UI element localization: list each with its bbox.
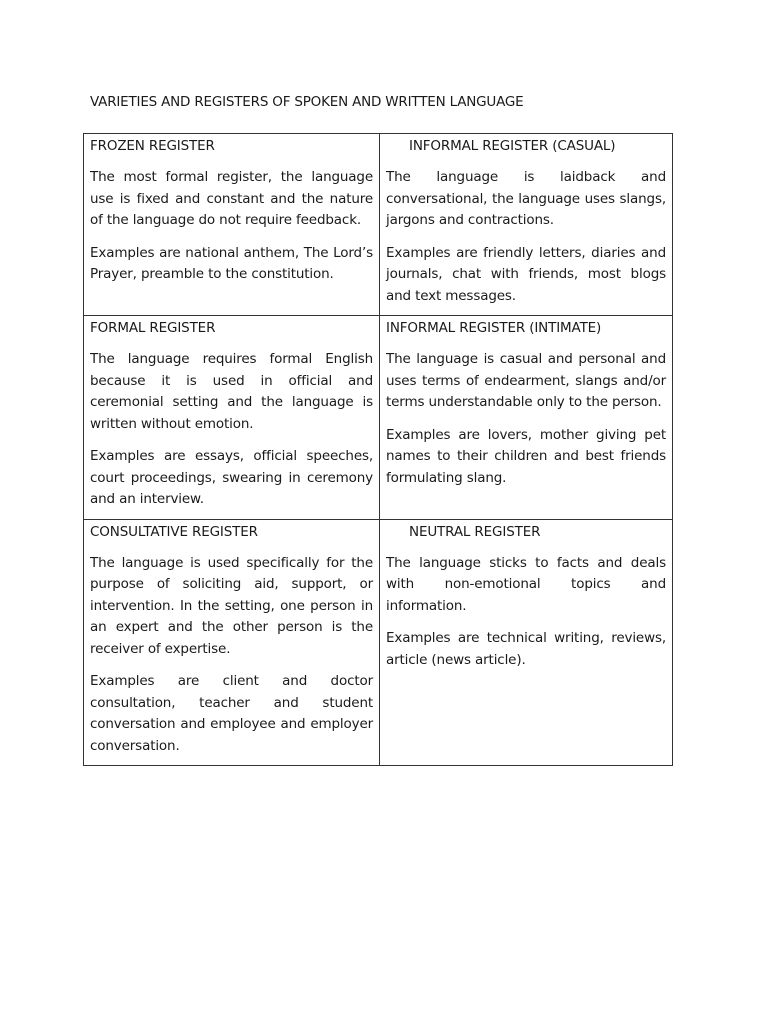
formal-register-cell: [84, 316, 380, 520]
cell-examples: Examples are client and doctor consultation, teacher and student conversation and employee and employer conversation.: [90, 673, 373, 754]
cell-examples: Examples are technical writing, reviews, article (news article).: [386, 630, 666, 668]
cell-heading: FORMAL REGISTER: [90, 320, 216, 336]
cell-description: The language sticks to facts and deals with non-emotional topics and information.: [386, 554, 666, 614]
consultative-register-cell: [84, 519, 380, 766]
cell-heading: INFORMAL REGISTER (CASUAL): [409, 138, 616, 154]
cell-heading: FROZEN REGISTER: [90, 138, 215, 154]
cell-description: The language is laidback and conversational, the language uses slangs, jargons and contractions.: [386, 169, 666, 228]
document-title: VARIETIES AND REGISTERS OF SPOKEN AND WRITTEN LANGUAGE: [90, 94, 524, 110]
cell-examples: Examples are friendly letters, diaries and journals, chat with friends, most blogs and text messages.: [386, 244, 666, 304]
cell-description: The language is casual and personal and uses terms of endearment, slangs and/or terms understandable only to the person.: [386, 351, 666, 410]
frozen-register-cell: [84, 134, 380, 316]
cell-description: The language requires formal English because it is used in official and ceremonial setting and the language is written without emotion.: [90, 351, 373, 432]
table-row: [84, 316, 673, 520]
cell-examples: Examples are national anthem, The Lord’s Prayer, preamble to the constitution.: [90, 244, 373, 282]
table-row: [84, 519, 673, 766]
informal-intimate-register-cell: [380, 316, 673, 520]
cell-description: The language is used specifically for the purpose of soliciting aid, support, or intervention. In the setting, one person in an expert and the other person is the receiver of expertise.: [90, 554, 373, 657]
table-row: [84, 134, 673, 316]
neutral-register-cell: [380, 519, 673, 766]
cell-heading: NEUTRAL REGISTER: [409, 523, 541, 540]
cell-examples: Examples are lovers, mother giving pet names to their children and best friends formulating slang.: [386, 426, 666, 486]
registers-table: [83, 133, 673, 766]
cell-heading: INFORMAL REGISTER (INTIMATE): [386, 320, 602, 336]
cell-description: The most formal register, the language use is fixed and constant and the nature of the language do not require feedback.: [90, 169, 373, 228]
informal-casual-register-cell: [380, 134, 673, 316]
cell-heading: CONSULTATIVE REGISTER: [90, 523, 258, 540]
cell-examples: Examples are essays, official speeches, court proceedings, swearing in ceremony and an interview.: [90, 448, 373, 507]
